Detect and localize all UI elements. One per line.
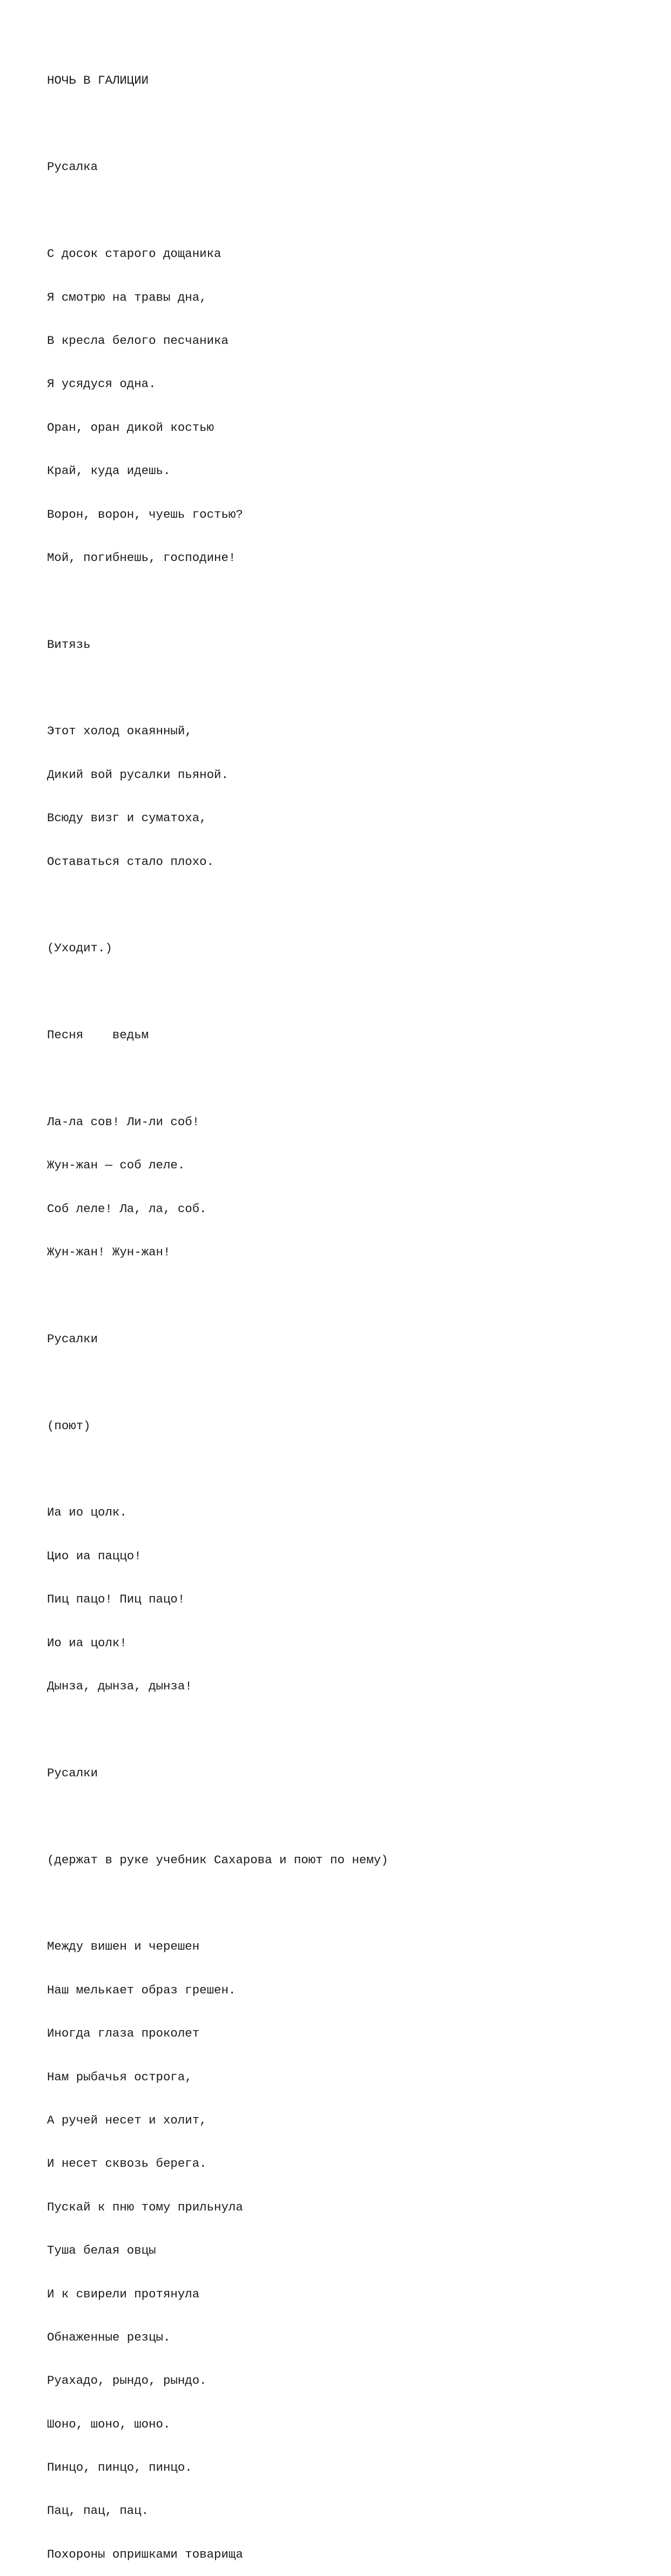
verse-line: Мой, погибнешь, господине! bbox=[47, 550, 236, 565]
verse-line: Всюду визг и суматоха, bbox=[47, 811, 207, 826]
verse-line: Иногда глаза проколет bbox=[47, 2026, 200, 2041]
speaker-heading: Русалки bbox=[47, 1331, 98, 1346]
verse-line: Пускай к пню тому прильнула bbox=[47, 2200, 243, 2214]
verse-line: Похороны опришками товарища bbox=[47, 2547, 243, 2561]
verse-line: В кресла белого песчаника bbox=[47, 333, 229, 348]
verse-line: Этот холод окаянный, bbox=[47, 724, 192, 739]
verse-line: Ио иа цолк! bbox=[47, 1635, 127, 1650]
verse-line: Край, куда идешь. bbox=[47, 464, 171, 478]
blank-line bbox=[47, 1722, 641, 1737]
verse-line: Наш мелькает образ грешен. bbox=[47, 1983, 236, 1997]
verse-line: Жун-жан — соб леле. bbox=[47, 1158, 185, 1173]
verse-line: Цио иа паццо! bbox=[47, 1549, 142, 1563]
blank-line bbox=[47, 985, 641, 999]
verse-line: Я смотрю на травы дна, bbox=[47, 290, 207, 305]
verse-line: И к свирели протянула bbox=[47, 2287, 200, 2301]
blank-line bbox=[47, 117, 641, 131]
speaker-heading: Русалка bbox=[47, 160, 98, 174]
verse-line: Оран, оран дикой костью bbox=[47, 420, 214, 435]
blank-line bbox=[47, 1809, 641, 1824]
verse-line: Дикий вой русалки пьяной. bbox=[47, 767, 229, 782]
verse-line: Иа ио цолк. bbox=[47, 1505, 127, 1520]
stage-direction: (Уходит.) bbox=[47, 941, 112, 956]
verse-line: Соб леле! Ла, ла, соб. bbox=[47, 1201, 207, 1216]
verse-line: Между вишен и черешен bbox=[47, 1939, 200, 1954]
stage-direction: (поют) bbox=[47, 1418, 91, 1433]
verse-line: Жун-жан! Жун-жан! bbox=[47, 1245, 171, 1260]
blank-line bbox=[47, 681, 641, 695]
verse-line: С досок старого дощаника bbox=[47, 247, 222, 261]
speaker-heading: Песня ведьм bbox=[47, 1028, 149, 1043]
blank-line bbox=[47, 204, 641, 218]
verse-line: Шоно, шоно, шоно. bbox=[47, 2417, 171, 2431]
verse-line: Ла-ла сов! Ли-ли соб! bbox=[47, 1114, 200, 1129]
verse-line: Я усядуся одна. bbox=[47, 377, 156, 391]
verse-line: А ручей несет и холит, bbox=[47, 2113, 207, 2127]
blank-line bbox=[47, 1896, 641, 1911]
verse-line: Пиц пацо! Пиц пацо! bbox=[47, 1592, 185, 1607]
document-page bbox=[47, 44, 641, 2576]
verse-line: Туша белая овцы bbox=[47, 2243, 156, 2258]
verse-line: Пац, пац, пац. bbox=[47, 2504, 149, 2518]
speaker-heading: Русалки bbox=[47, 1766, 98, 1780]
blank-line bbox=[47, 1289, 641, 1303]
verse-line: Ворон, ворон, чуешь гостью? bbox=[47, 507, 243, 522]
speaker-heading: Витязь bbox=[47, 637, 91, 652]
blank-line bbox=[47, 898, 641, 912]
stage-direction: (держат в руке учебник Сахарова и поют по нему) bbox=[47, 1852, 388, 1867]
verse-line: Пинцо, пинцо, пинцо. bbox=[47, 2460, 192, 2475]
blank-line bbox=[47, 594, 641, 608]
blank-line bbox=[47, 1375, 641, 1390]
verse-line: Оставаться стало плохо. bbox=[47, 854, 214, 869]
blank-line bbox=[47, 1462, 641, 1477]
blank-line bbox=[47, 1072, 641, 1086]
verse-line: Дынза, дынза, дынза! bbox=[47, 1679, 192, 1694]
document-title: НОЧЬ В ГАЛИЦИИ bbox=[47, 73, 149, 87]
verse-line: Обнаженные резцы. bbox=[47, 2330, 171, 2344]
verse-line: Нам рыбачья острога, bbox=[47, 2070, 192, 2084]
verse-line: И несет сквозь берега. bbox=[47, 2156, 207, 2171]
verse-line: Руахадо, рындо, рындо. bbox=[47, 2374, 207, 2388]
